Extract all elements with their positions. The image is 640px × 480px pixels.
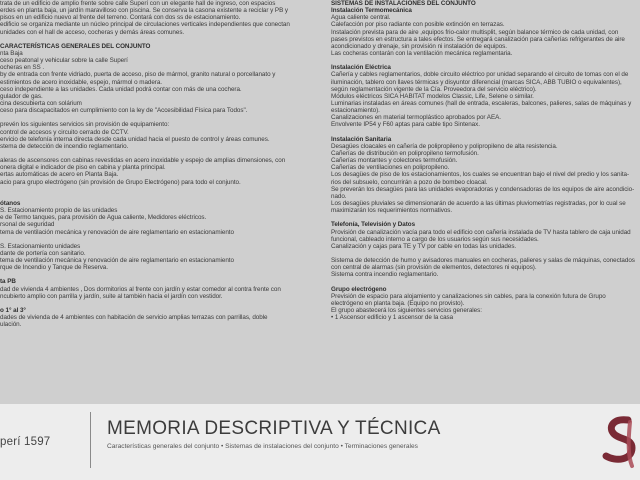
left-text-line: erdes en planta baja, un jardín maravilloso con piscina. Se conserva la casona existente a reciclar y PB y — [0, 7, 289, 15]
right-text-line: con central de alarmas (sin provisión de elementos, detectores ni equipos). — [331, 264, 537, 272]
left-text-line: pisos en un edificio nuevo al frente del terreno. Contará con dos ss de estacionamiento. — [0, 14, 241, 22]
right-heading: Grupo electrógeno — [331, 285, 387, 293]
right-column — [331, 0, 640, 321]
left-text-line: edificio se organiza mediante un núcleo principal de circulaciones verticales independientes que conectan — [0, 21, 290, 29]
right-text-line: Instalación prevista para de aire ,equipos frio-calor multisplit, según balance térmico de cada unidad, con — [331, 28, 619, 36]
left-text-line: tema de ventilación mecánica y renovación de aire reglamentario en estacionamiento — [0, 228, 234, 236]
right-text-line: según reglamentación vigente de la Cía. Proveedora del servicio eléctrico). — [331, 85, 537, 93]
document-title: MEMORIA DESCRIPTIVA Y TÉCNICA — [107, 418, 441, 439]
spacer — [331, 129, 640, 136]
document-subtitle: Características generales del conjunto • Sistemas de instalaciones del conjunto • Terminaciones generales — [107, 443, 418, 450]
right-text-line: pases previstos en estructura a tales efectos. Se entregará canalización para cañerías refrigerantes de aire — [331, 35, 625, 43]
spacer — [331, 57, 640, 64]
right-text-line: nado. — [331, 192, 347, 200]
right-heading: Instalación Eléctrica — [331, 64, 391, 72]
left-text-line: ertas automáticas de acero en Planta Baja. — [0, 171, 119, 179]
footer-band — [0, 404, 640, 480]
right-text-line: Calefacción por piso radiante con posible extinción en terrazas. — [331, 21, 505, 29]
footer-divider — [90, 412, 91, 468]
left-text-line: aleras de ascensores con cabinas revestidas en acero inoxidable y espejo de amplias dimensiones, con — [0, 157, 286, 165]
left-text-line: ocheras en SS . — [0, 64, 45, 72]
left-text-line: prevén los siguientes servicios sin provisión de equipamiento: — [0, 121, 170, 129]
spacer — [0, 186, 318, 193]
right-text-line: electrógeno en planta baja. (Equipo no provisto). — [331, 299, 465, 307]
spacer — [0, 271, 318, 278]
left-column — [0, 0, 318, 328]
right-text-line: Luminarias instaladas en áreas comunes (hall de entrada, escaleras, balcones, palieres, salas de máquinas y — [331, 99, 632, 107]
spacer — [0, 300, 318, 307]
right-text-line: Desagües cloacales en cañería de polipropileno y polipropileno de alta resistencia. — [331, 142, 558, 150]
left-text-line: control de accesos y circuito cerrado de CCTV. — [0, 128, 129, 136]
right-text-line: Cañería y cables reglamentarios, doble circuito eléctrico por unidad separando el circuito de tomas con el de — [331, 71, 629, 79]
right-text-line: Cañerías de distribución en polipropileno termofusión. — [331, 149, 479, 157]
right-text-line: iluminación, tablero con llaves térmicas y disyuntor diferencial (marcas SICA, ABB TUBIO o equivalentes), — [331, 78, 622, 86]
left-text-line: nta Baja — [0, 49, 23, 57]
spacer — [331, 250, 640, 257]
left-text-line: S. Estacionamiento unidades — [0, 242, 81, 250]
right-text-line: rios del subsuelo, concurrirán a pozo de bombeo cloacal. — [331, 178, 488, 186]
left-text-line: by de entrada con frente vidriado, puerta de acceso, piso de mármol, granito natural o porcellanato y — [0, 71, 276, 79]
left-text-line: gulador de gas. — [0, 92, 43, 100]
spacer — [0, 150, 318, 157]
left-heading: ótanos — [0, 199, 21, 207]
right-text-line: Los desagües de piso de los estacionamientos, los cuales se encuentran bajo el nivel del predio y los sanita- — [331, 171, 630, 179]
left-text-line: dades de vivienda de 4 ambientes con habitación de servicio amplias terrazas con parrillas, doble — [0, 314, 268, 322]
left-text-line: stema de detección de incendio reglamentario. — [0, 142, 129, 150]
right-text-line: Sistema contra incendio reglamentario. — [331, 271, 439, 279]
right-text-line: Agua caliente central. — [331, 14, 391, 22]
right-text-line: • 1 Ascensor edificio y 1 ascensor de la casa — [331, 314, 454, 322]
right-text-line: Envolvente IP54 y F60 aptas para cable tipo Sintenax. — [331, 121, 480, 129]
right-text-line: funcional, cableado interno a cargo de los usuarios según sus necesidades. — [331, 235, 539, 243]
right-text-line: Canalizaciones en material termoplástico aprobados por AEA. — [331, 114, 501, 122]
left-heading: o 1° al 3° — [0, 307, 26, 315]
left-heading: CARACTERÍSTICAS GENERALES DEL CONJUNTO — [0, 42, 151, 50]
left-text-line: ervicio de telefonía interna directa desde cada unidad hacia el puesto de control y áreas comunes. — [0, 135, 270, 143]
right-text-line: Sistema de detección de humo y avisadores manuales en cocheras, palieres y salas de máquinas, conectados — [331, 257, 635, 265]
right-heading: Instalación Sanitaria — [331, 135, 392, 143]
right-text-line: Cañerías de ventilaciones en polipropileno. — [331, 164, 450, 172]
right-text-line: Cañerías montantes y colectores termofusión. — [331, 157, 458, 165]
left-heading: ta PB — [0, 278, 16, 286]
right-text-line: Las cocheras contarán con la ventilación mecánica reglamentaria. — [331, 49, 513, 57]
right-heading: Telefonía, Televisión y Datos — [331, 221, 416, 229]
right-text-line: Provisión de canalización vacía para todo el edificio con cañería instalada de TV hasta tablero de caja unidad — [331, 228, 631, 236]
left-text-line: dad de vivienda 4 ambientes , Dos dormitorios al frente con jardín y estar comedor al contra frente con — [0, 285, 281, 293]
left-text-line: acio para grupo electrógeno (sin provisión de Grupo Electrógeno) para todo el conjunto. — [0, 178, 241, 186]
spacer — [0, 236, 318, 243]
left-text-line: dante de portería con sanitario. — [0, 249, 86, 257]
left-text-line: onera digital e indicador de piso en cabina y planta principal. — [0, 164, 166, 172]
right-text-line: Canalización y cajas para TE y TV por cable en todas las unidades. — [331, 242, 517, 250]
spacer — [331, 278, 640, 285]
left-text-line: ceso para discapacitados en cumplimiento con la ley de "Accesibilidad Física para Todos". — [0, 107, 248, 115]
left-text-line: ncubierto amplio con parrilla y jardín, suite al también hacia el jardín con vestidor. — [0, 292, 223, 300]
right-text-line: Previsión de espacio para alojamiento y canalizaciones sin cables, para la conexión futura de Grupo — [331, 292, 606, 300]
spacer — [0, 193, 318, 200]
left-text-line: S. Estacionamiento propio de las unidades — [0, 207, 118, 215]
left-text-line: ceso independiente a las unidades. Cada unidad podrá contar con más de una cochera. — [0, 85, 242, 93]
project-address: perí 1597 — [0, 436, 51, 448]
left-text-line: ulación. — [0, 321, 22, 329]
left-text-line: rque de Incendio y Tanque de Reserva. — [0, 264, 108, 272]
left-text-line: ceso peatonal y vehicular sobre la calle Superí — [0, 57, 128, 65]
left-text-line: unidades con el hall de acceso, cocheras y demás áreas comunes. — [0, 28, 185, 36]
left-text-line: estimientos de acero inoxidable, espejo, mármol o madera. — [0, 78, 163, 86]
left-text-line: trata de un edificio de amplio frente sobre calle Superí con un elegante hall de ingreso, con espacios — [0, 0, 276, 7]
right-text-line: Los desagües pluviales se dimensionarán de acuerdo a las últimas pluviometrías registradas, por lo cual se — [331, 199, 626, 207]
right-text-line: acondicionado y drenaje, sin provisión ni instalación de equipos. — [331, 42, 507, 50]
right-text-line: maximizarán los requerimientos normativos. — [331, 207, 453, 215]
right-text-line: Se preverán los desagües para las unidades evaporadoras y condensadoras de los equipos de aire acondicio- — [331, 185, 635, 193]
spacer — [0, 114, 318, 121]
left-text-line: rsonal de seguridad — [0, 221, 55, 229]
spacer — [0, 36, 318, 43]
brand-logo-icon — [598, 412, 640, 472]
right-text-line: estacionamiento). — [331, 107, 380, 115]
right-text-line: El grupo abastecerá los siguientes servicios generales: — [331, 307, 482, 315]
right-heading: SISTEMAS DE INSTALACIONES DEL CONJUNTO — [331, 0, 476, 7]
spacer — [331, 214, 640, 221]
left-text-line: e de Termo tanques, para provisión de Agua caliente, Medidores eléctricos. — [0, 214, 207, 222]
right-text-line: Módulos eléctricos SICA HABITAT modelos Classic, Life, Selene o similar. — [331, 92, 534, 100]
left-text-line: cina descubierta con solárium — [0, 99, 82, 107]
left-text-line: tema de ventilación mecánica y renovación de aire reglamentario en estacionamiento — [0, 257, 234, 265]
right-heading: Instalación Termomecánica — [331, 7, 412, 15]
